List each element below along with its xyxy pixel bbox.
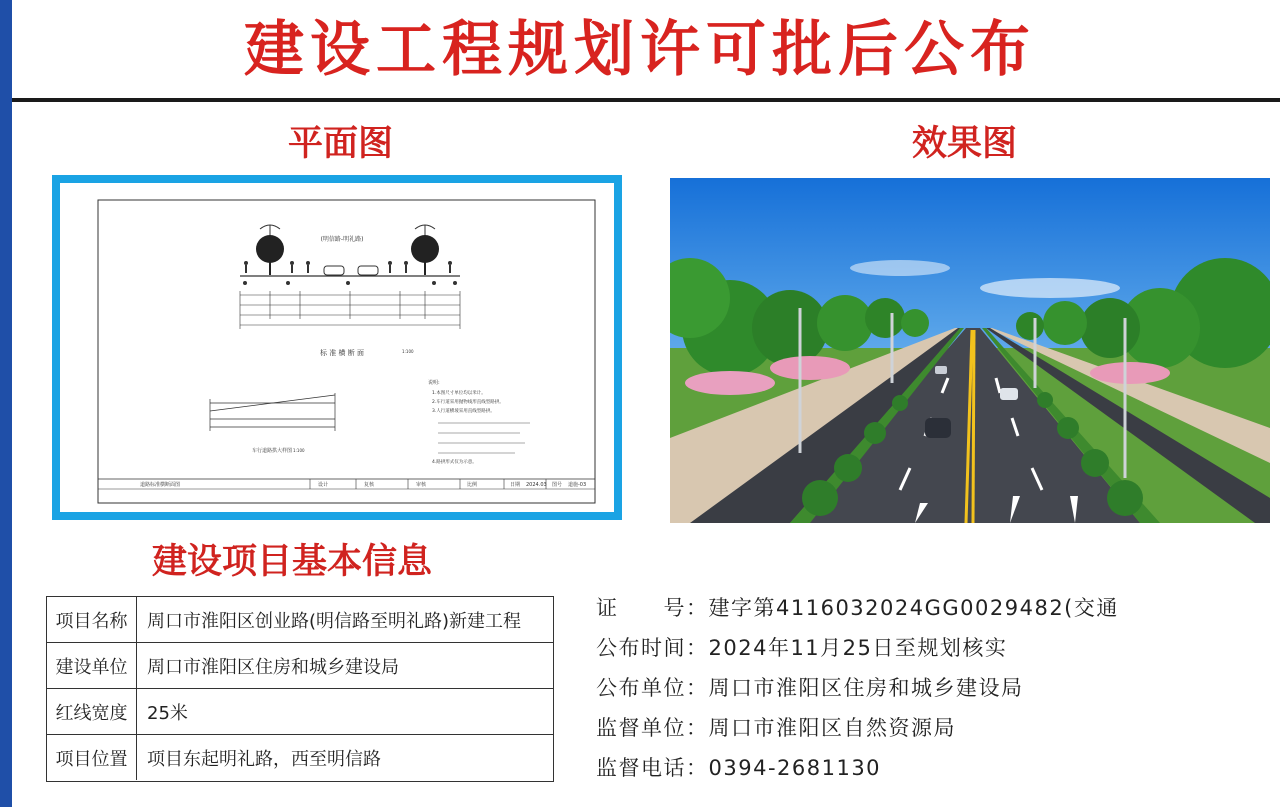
section-label: 标 准 横 断 面: [320, 349, 364, 357]
table-row: [47, 643, 553, 689]
certificate-number-line: [596, 588, 1119, 628]
car-icon-left: [324, 266, 344, 275]
car-icon: [1000, 388, 1018, 400]
crown-detail-drawing: [210, 393, 335, 431]
phone-value: 0394-2681130: [708, 756, 882, 780]
tree-left: [256, 235, 284, 275]
title-block-name: 道路标准横断面图: [140, 482, 181, 488]
table-cell-value: 周口市淮阳区住房和城乡建设局: [147, 656, 399, 678]
table-cell-label: 项目名称: [47, 597, 137, 642]
road-rendering-image: [670, 178, 1270, 523]
note-line: 1.本图尺寸单位均以米计。: [432, 391, 486, 396]
plan-drawing-frame: [52, 175, 622, 520]
crown-scale-text: 1:100: [293, 448, 305, 453]
table-cell-label: 项目位置: [47, 735, 137, 780]
publish-date-line: [596, 628, 1119, 668]
supervisor-value: 周口市淮阳区自然资源局: [708, 716, 956, 740]
table-cell-label: 建设单位: [47, 643, 137, 688]
car-icon-right: [358, 266, 378, 275]
supervisor-label: 监督单位：: [596, 716, 709, 740]
permit-notice-details: [596, 588, 1119, 788]
table-cell-value: 周口市淮阳区创业路(明信路至明礼路)新建工程: [147, 610, 522, 632]
page-title: 建设工程规划许可批后公布: [244, 15, 1036, 85]
formula-lines: [438, 423, 530, 453]
note-line: 3.人行道横坡采用直线型路拱。: [432, 409, 495, 414]
road-cross-section-drawing: [60, 183, 614, 512]
table-cell-label: 红线宽度: [47, 689, 137, 734]
render-section-title: 效果图: [912, 123, 1018, 164]
plan-section-title: 平面图: [288, 123, 394, 164]
title-block-fig-label: 图号: [552, 482, 563, 488]
certificate-label: 证 号：: [596, 596, 709, 620]
publisher-value: 周口市淮阳区住房和城乡建设局: [708, 676, 1024, 700]
supervisor-line: [596, 708, 1119, 748]
title-block-audit: 审核: [416, 482, 427, 488]
info-section-title: 建设项目基本信息: [152, 541, 433, 582]
crown-detail-label: 车行道路拱大样图: [251, 448, 293, 454]
road-rendering-illustration: [670, 178, 1270, 523]
tree-right: [411, 235, 439, 275]
notes-title: 说明:: [428, 380, 440, 386]
table-row: [47, 689, 553, 735]
title-block-fig-no: 道施-03: [568, 482, 587, 488]
drawing-road-name: (明信路-明礼路): [320, 236, 364, 243]
table-cell-value: 项目东起明礼路，西至明信路: [147, 748, 381, 770]
table-cell-value: 25米: [147, 702, 188, 724]
car-icon: [925, 418, 951, 438]
publish-date-label: 公布时间：: [596, 636, 709, 660]
certificate-value: 建字第4116032024GG0029482(交通: [708, 596, 1119, 620]
car-icon: [935, 366, 947, 374]
phone-label: 监督电话：: [596, 756, 709, 780]
title-block-design: 设计: [318, 482, 329, 488]
phone-line: [596, 748, 1119, 788]
note-line: 4.路拱形式仅为示意。: [432, 460, 477, 465]
table-row: [47, 735, 553, 780]
title-block-review: 复核: [364, 482, 375, 488]
title-block-date-label: 日期: [510, 482, 521, 488]
note-line: 2.车行道采用抛物线形直线型路拱。: [432, 400, 504, 405]
project-info-table: [46, 596, 554, 782]
dimension-lines: [240, 291, 460, 329]
publisher-line: [596, 668, 1119, 708]
title-divider: [12, 98, 1280, 102]
title-block-ratio: 比例: [467, 482, 478, 488]
publisher-label: 公布单位：: [596, 676, 709, 700]
scale-text: 1:100: [402, 349, 414, 354]
title-block-date: 2024.03: [526, 482, 547, 488]
publish-date-value: 2024年11月25日至规划核实: [708, 636, 1008, 660]
left-accent-stripe: [0, 0, 12, 807]
table-row: [47, 597, 553, 643]
